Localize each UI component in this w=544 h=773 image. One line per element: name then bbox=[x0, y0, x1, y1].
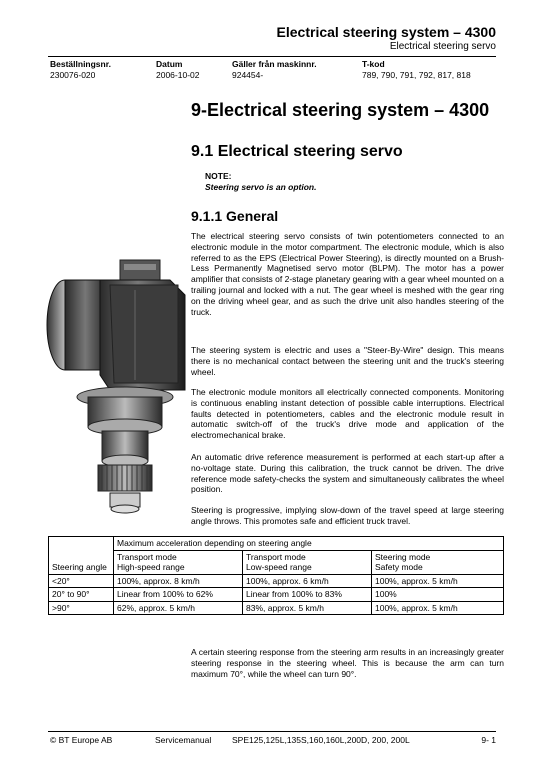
table-cell: 83%, approx. 5 km/h bbox=[243, 601, 372, 615]
meta-label-date: Datum bbox=[156, 59, 183, 69]
paragraph: The electrical steering servo consists of twin potentiometers connected to an electronic module in the motor compartment. The electronic module, which is also referred to as the EPS (Electrical Power Steering), is directly mounted on a Brush-Less Permanently Magnetised servo motor (BLPM). The motor has a power amplifier that consists of 2-stage planetary gearing with a gear wheel mounted on a trailing journal and locked with a nut. The gear wheel is meshed with the gear ring on the driving wheel gear, and as such the drive unit also handles steering of the truck. bbox=[191, 231, 504, 317]
footer-models: SPE125,125L,135S,160,160L,200D, 200, 200L bbox=[232, 735, 410, 745]
meta-value-machine: 924454- bbox=[232, 70, 264, 80]
meta-value-date: 2006-10-02 bbox=[156, 70, 200, 80]
table-cell: 100%, approx. 8 km/h bbox=[114, 574, 243, 588]
table-cell: >90° bbox=[49, 601, 114, 615]
footer-manual: Servicemanual bbox=[155, 735, 212, 745]
footer-copyright: © BT Europe AB bbox=[50, 735, 113, 745]
paragraph: The electronic module monitors all electrically connected components. Monitoring is continuous enabling instant detection of possible cable interruptions. Electrical faults detected in potentiometers, cables and the electronic module result in automatic switch-off of the truck's drive mode and application of the electromechanical brake. bbox=[191, 387, 504, 441]
table-cell: 100%, approx. 5 km/h bbox=[372, 601, 504, 615]
col-header: Transport mode High-speed range bbox=[114, 550, 243, 574]
footer-rule bbox=[48, 731, 496, 732]
paragraph: The steering system is electric and uses a "Steer-By-Wire" design. This means there is no mechanical contact between the steering unit and the truck's steering wheel. bbox=[191, 345, 504, 377]
meta-label-tcode: T-kod bbox=[362, 59, 385, 69]
col-header: Transport mode Low-speed range bbox=[243, 550, 372, 574]
meta-value-order: 230076-020 bbox=[50, 70, 96, 80]
header-subtitle: Electrical steering servo bbox=[389, 41, 496, 52]
note-label: NOTE: bbox=[205, 171, 232, 181]
table-row bbox=[49, 574, 504, 588]
closing-paragraph: A certain steering response from the steering arm results in an increasingly greater steering response in the steering wheel. This is because the arm can turn maximum 70°, while the wheel can turn 90°. bbox=[191, 647, 504, 679]
table-cell: 100%, approx. 5 km/h bbox=[372, 574, 504, 588]
paragraph: An automatic drive reference measurement is performed at each start-up after a no-voltage state. During this calibration, the truck cannot be driven. The drive reference mode safety-checks the system and simultaneously calibrates the wheel position. bbox=[191, 452, 504, 495]
table-cell: 100%, approx. 6 km/h bbox=[243, 574, 372, 588]
table-cell: Linear from 100% to 83% bbox=[243, 588, 372, 602]
chapter-title: 9-Electrical steering system – 4300 bbox=[191, 100, 490, 120]
meta-label-order: Beställningsnr. bbox=[50, 59, 111, 69]
note-text: Steering servo is an option. bbox=[205, 182, 317, 192]
header-title: Electrical steering system – 4300 bbox=[276, 24, 496, 40]
table-cell: Linear from 100% to 62% bbox=[114, 588, 243, 602]
acceleration-table bbox=[48, 536, 504, 615]
table-row bbox=[49, 588, 504, 602]
table-cell: 20° to 90° bbox=[49, 588, 114, 602]
table-cell: 62%, approx. 5 km/h bbox=[114, 601, 243, 615]
table-row bbox=[49, 601, 504, 615]
table-cell: <20° bbox=[49, 574, 114, 588]
col-header: Steering mode Safety mode bbox=[372, 550, 504, 574]
header-rule bbox=[48, 56, 496, 57]
angle-header: Steering angle bbox=[49, 537, 114, 575]
meta-value-tcode: 789, 790, 791, 792, 817, 818 bbox=[362, 70, 471, 80]
meta-label-machine: Gäller från maskinnr. bbox=[232, 59, 317, 69]
section-title: 9.1 Electrical steering servo bbox=[191, 143, 403, 160]
subsection-title: 9.1.1 General bbox=[191, 208, 279, 224]
steering-servo-motor-illustration bbox=[40, 255, 190, 525]
table-cell: 100% bbox=[372, 588, 504, 602]
paragraph: Steering is progressive, implying slow-down of the travel speed at large steering angle throws. This promotes safe and efficient truck travel. bbox=[191, 505, 504, 526]
table-caption: Maximum acceleration depending on steering angle bbox=[114, 537, 504, 551]
footer-page-number: 9- 1 bbox=[481, 735, 496, 745]
